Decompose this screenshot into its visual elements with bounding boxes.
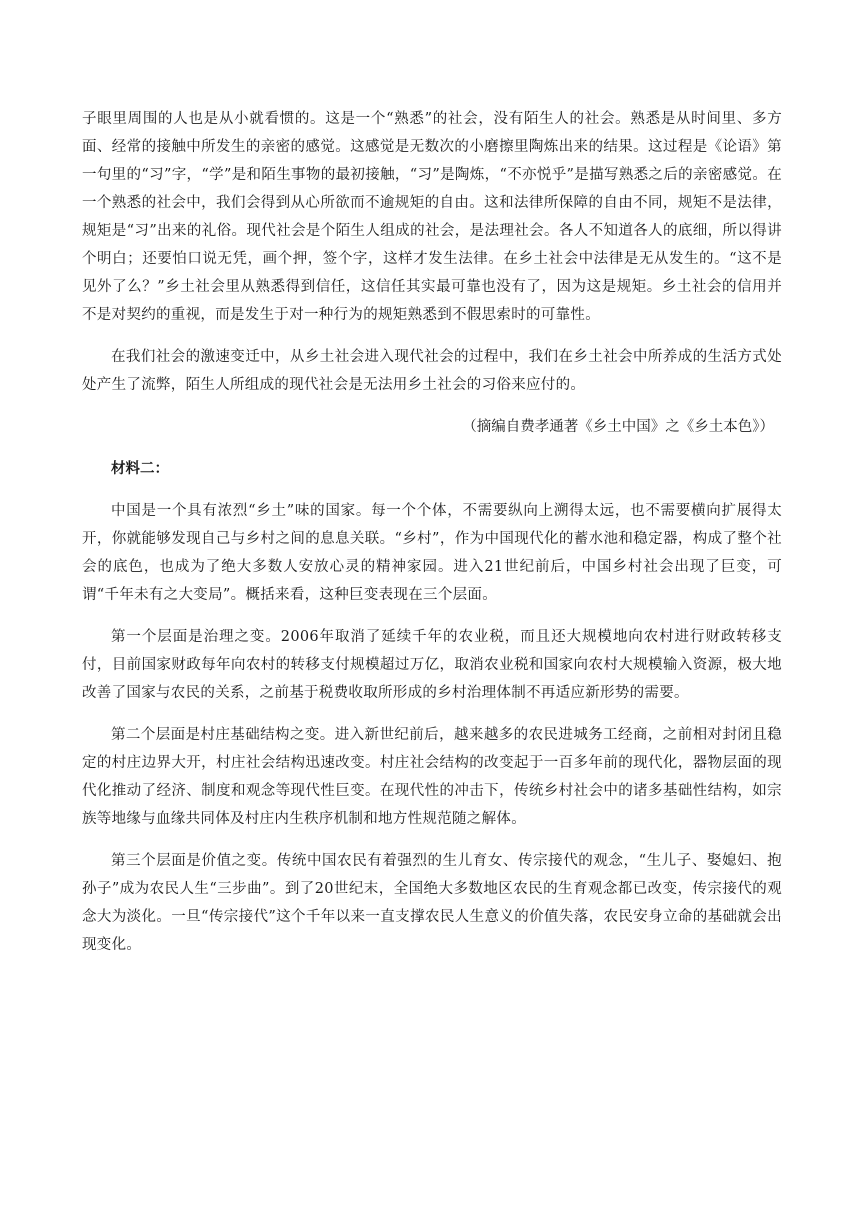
paragraph-gap <box>82 329 782 343</box>
paragraph-gap <box>82 609 782 623</box>
material-two-heading: 材料二： <box>111 460 169 477</box>
paragraph-gap <box>82 833 782 847</box>
material-two-paragraph-2: 第一个层面是治理之变。2006年取消了延续千年的农业税，而且还大规模地向农村进行财政转移支付，目前国家财政每年向农村的转移支付规模超过万亿，取消农业税和国家向农村大规模输入资源，极大地改善了国家与农民的关系，之前基于税费收取所形成的乡村治理体制不再适应新形势的需要。 <box>82 629 782 701</box>
material-one-paragraph-2: 在我们社会的激速变迁中，从乡土社会进入现代社会的过程中，我们在乡土社会中所养成的生活方式处处产生了流弊，陌生人所组成的现代社会是无法用乡土社会的习俗来应付的。 <box>82 349 782 393</box>
source-citation: （摘编自费孝通著《乡土中国》之《乡土本色》） <box>462 419 774 435</box>
material-one-paragraph-continued: 子眼里周围的人也是从小就看惯的。这是一个“熟悉”的社会，没有陌生人的社会。熟悉是从时间里、多方面、经常的接触中所发生的亲密的感觉。这感觉是无数次的小磨擦里陶炼出来的结果。这过程是《论语》第一句里的“习”字，“学”是和陌生事物的最初接触，“习”是陶炼，“不亦悦乎”是描写熟悉之后的亲密感觉。在一个熟悉的社会中，我们会得到从心所欲而不逾规矩的自由。这和法律所保障的自由不同，规矩不是法律，规矩是“习”出来的礼俗。现代社会是个陌生人组成的社会，是法理社会。各人不知道各人的底细，所以得讲个明白；还要怕口说无凭，画个押，签个字，这样才发生法律。在乡土社会中法律是无从发生的。“这不是见外了么？”乡土社会里从熟悉得到信任，这信任其实最可靠也没有了，因为这是规矩。乡土社会的信用并不是对契约的重视，而是发生于对一种行为的规矩熟悉到不假思索时的可靠性。 <box>82 111 782 323</box>
material-two-paragraph-1: 中国是一个具有浓烈“乡土”味的国家。每一个个体，不需要纵向上溯得太远，也不需要横向扩展得太开，你就能够发现自己与乡村之间的息息关联。“乡村”，作为中国现代化的蓄水池和稳定器，构成了整个社会的底色，也成为了绝大多数人安放心灵的精神家园。进入21世纪前后，中国乡村社会出现了巨变，可谓“千年未有之大变局”。概括来看，这种巨变表现在三个层面。 <box>82 503 782 603</box>
material-two-paragraph-3: 第二个层面是村庄基础结构之变。进入新世纪前后，越来越多的农民进城务工经商，之前相对封闭且稳定的村庄边界大开，村庄社会结构迅速改变。村庄社会结构的改变起于一百多年前的现代化，器物层面的现代化推动了经济、制度和观念等现代性巨变。在现代性的冲击下，传统乡村社会中的诸多基础性结构，如宗族等地缘与血缘共同体及村庄内生秩序机制和地方性规范随之解体。 <box>82 727 782 827</box>
document-page <box>82 105 782 959</box>
paragraph-gap <box>82 483 782 497</box>
paragraph-gap <box>82 441 782 455</box>
material-two-paragraph-4: 第三个层面是价值之变。传统中国农民有着强烈的生儿育女、传宗接代的观念，“生儿子、娶媳妇、抱孙子”成为农民人生“三步曲”。到了20世纪末，全国绝大多数地区农民的生育观念都已改变，传宗接代的观念大为淡化。一旦“传宗接代”这个千年以来一直支撑农民人生意义的价值失落，农民安身立命的基础就会出现变化。 <box>82 853 782 953</box>
paragraph-gap <box>82 399 782 413</box>
paragraph-gap <box>82 707 782 721</box>
